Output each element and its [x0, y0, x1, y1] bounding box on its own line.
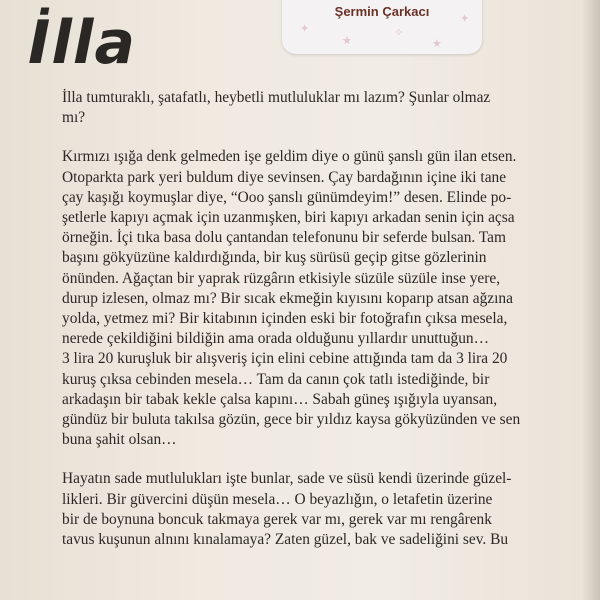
text-line: örneğin. İçi tıka basa dolu çantandan telefonunu bir seferde bulsan. Tam — [62, 229, 506, 247]
page-shadow — [582, 0, 600, 600]
text-line: nerede çekildiğini bildiğin ama orada olduğunu yıllardır unuttuğun… — [62, 330, 489, 348]
paragraph — [62, 147, 582, 450]
text-line: yolda, yetmez mi? Bir kitabının içinden eski bir fotoğrafın çıksa mesela, — [62, 310, 508, 328]
star-decoration-icon: ✧ — [394, 27, 404, 39]
text-line: kuruş çıksa cebinden mesela… Tam da canın çok tatlı istediğinde, bir — [62, 370, 490, 388]
text-line: 3 lira 20 kuruşluk bir alışveriş için elini cebine attığında tam da 3 lira 20 — [62, 350, 508, 368]
text-line: şetlerle kapıyı açmak için uzanmışken, biri kapıyı arkadan senin için açsa — [62, 209, 515, 227]
text-line: İlla tumturaklı, şatafatlı, heybetli mutluluklar mı lazım? Şunlar olmaz — [62, 89, 491, 106]
star-decoration-icon: ✦ — [300, 23, 310, 35]
text-line: başını gökyüzüne kaldırdığında, bir kuş sürüsü geçip gitse gözlerinin — [62, 249, 487, 267]
text-line: Kırmızı ışığa denk gelmeden işe geldim diye o günü şanslı gün ilan etsen. — [62, 148, 517, 166]
text-line: likleri. Bir güvercini düşün mesela… O beyazlığın, o letafetin üzerine — [62, 490, 493, 508]
chapter-title: İlla — [28, 8, 136, 78]
star-decoration-icon: ✦ — [460, 13, 470, 25]
star-decoration-icon: ★ — [342, 35, 352, 47]
text-line: gündüz bir buluta takılsa gözün, gece bir yıldız kaysa gökyüzünden ve sen — [62, 411, 521, 429]
paragraph — [62, 88, 582, 128]
text-line: tavus kuşunun alnını kınalamaya? Zaten güzel, bak ve sadeliğini sev. Bu — [62, 531, 509, 549]
text-line: mı? — [62, 109, 86, 127]
text-line: durup izlesen, olmaz mı? Bir sıcak ekmeğin kıyısını koparıp atsan ağzına — [62, 289, 513, 307]
text-line: önünden. Ağaçtan bir yaprak rüzgârın etkisiyle süzüle süzüle inse yere, — [62, 269, 501, 287]
paragraph — [62, 469, 582, 550]
author-name: Şermin Çarkacı — [334, 4, 430, 19]
star-decoration-icon: ★ — [432, 38, 442, 50]
text-line: Hayatın sade mutlulukları işte bunlar, sade ve süsü kendi üzerinde güzel- — [62, 470, 512, 488]
text-line: bir de boynuna boncuk takmaya gerek var mı, gerek var mı rengârenk — [62, 510, 492, 528]
text-line: Otoparkta park yeri buldum diye sevinsen. Çay bardağının içine iki tane — [62, 168, 507, 186]
text-line: çay kaşığı koymuşlar diye, “Ooo şanslı günümdeyim!” desen. Elinde po- — [62, 188, 512, 206]
text-line: arkadaşın bir tabak kekle çalsa kapını… Sabah güneş ışığıyla uyansan, — [62, 390, 498, 408]
chapter-body — [62, 88, 582, 569]
text-line: buna şahit olsan… — [62, 431, 177, 449]
author-label — [282, 0, 482, 54]
